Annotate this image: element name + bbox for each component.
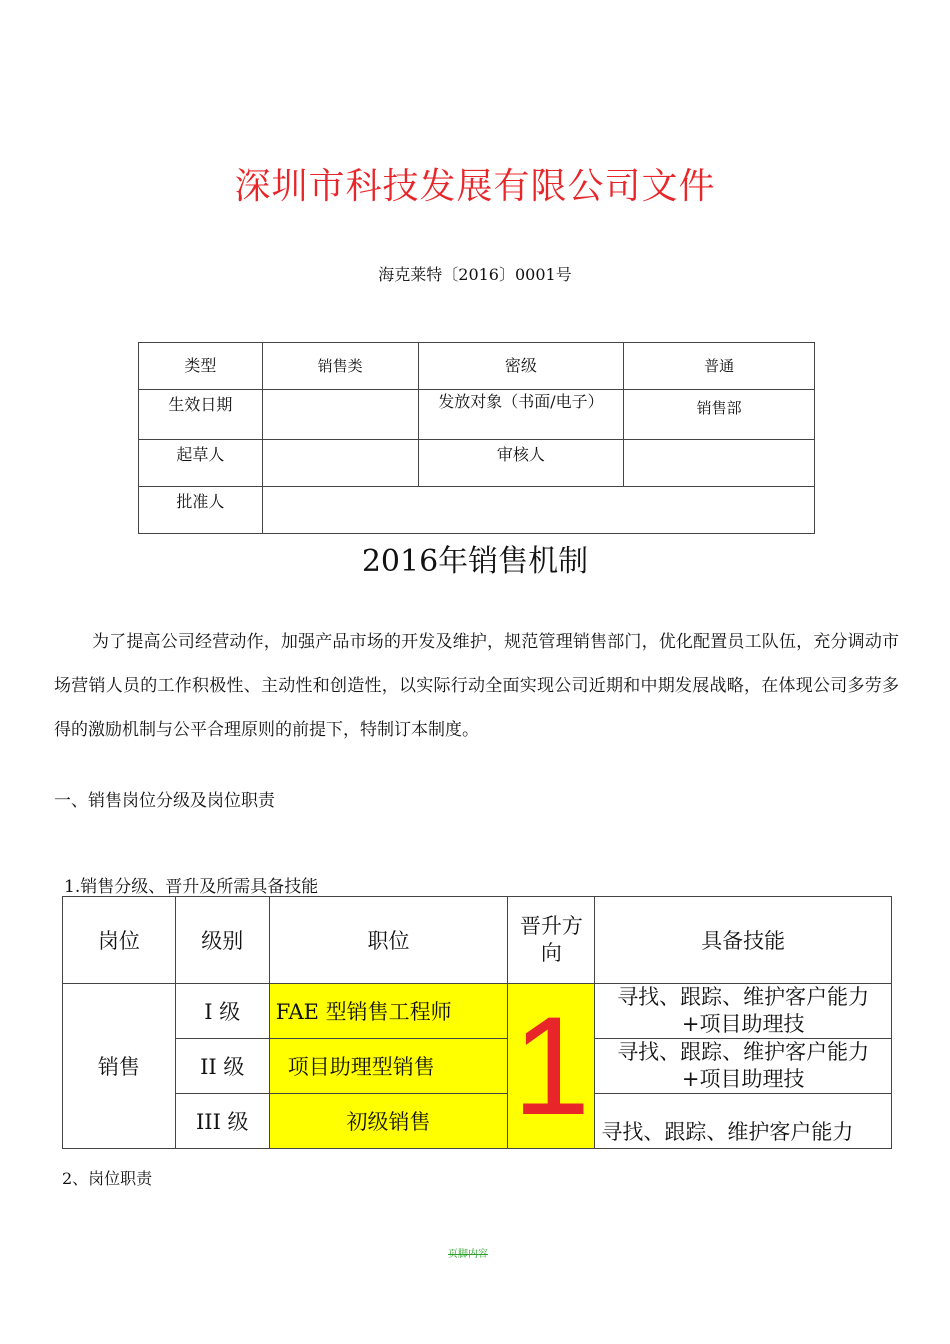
drafter-value [262,440,418,487]
intro-paragraph: 为了提高公司经营动作，加强产品市场的开发及维护，规范管理销售部门，优化配置员工队伍，充分调动市场营销人员的工作积极性、主动性和创造性，以实际行动全面实现公司近期和中期发展战略，在体现公司多劳多得的激励机制与公平合理原则的前提下，特制订本制度。 [54,632,899,740]
approver-label: 批准人 [139,487,263,534]
distribution-value: 销售部 [624,390,815,440]
header-promotion: 晋升方向 [508,897,595,984]
secret-value: 普通 [624,343,815,390]
header-post: 岗位 [63,897,176,984]
position-cell: 项目助理型销售 [269,1039,508,1094]
secret-label: 密级 [418,343,624,390]
header-skills: 具备技能 [595,897,892,984]
position-cell: FAE 型销售工程师 [269,984,508,1039]
skill-cell: 寻找、跟踪、维护客户能力+项目助理技 [595,984,892,1039]
section-heading-2: 2、岗位职责 [62,1169,153,1188]
promotion-arrow-number: 1 [512,987,591,1144]
distribution-label: 发放对象（书面/电子） [418,390,624,440]
skill-cell: 寻找、跟踪、维护客户能力+项目助理技 [595,1039,892,1094]
document-meta-table [138,342,815,534]
type-value: 销售类 [262,343,418,390]
reviewer-label: 审核人 [418,440,624,487]
page-footer: 页脚内容 [448,1249,488,1260]
skill-cell: 寻找、跟踪、维护客户能力 [595,1094,892,1149]
level-cell: II 级 [175,1039,269,1094]
reviewer-value [624,440,815,487]
position-cell: 初级销售 [269,1094,508,1149]
sales-grade-table [62,896,892,1149]
effective-date-label: 生效日期 [139,390,263,440]
level-cell: III 级 [175,1094,269,1149]
table-caption: 1.销售分级、晋升及所需具备技能 [64,877,319,897]
header-level: 级别 [175,897,269,984]
type-label: 类型 [139,343,263,390]
section-heading-1: 一、销售岗位分级及岗位职责 [54,791,275,811]
effective-date-value [262,390,418,440]
header-position: 职位 [269,897,508,984]
promotion-arrow-cell [508,984,595,1149]
document-title: 深圳市科技发展有限公司文件 [234,166,716,207]
post-cell: 销售 [63,984,176,1149]
drafter-label: 起草人 [139,440,263,487]
section-title: 2016年销售机制 [361,544,589,579]
approver-value [262,487,814,534]
level-cell: I 级 [175,984,269,1039]
document-number: 海克莱特〔2016〕0001号 [378,265,572,284]
